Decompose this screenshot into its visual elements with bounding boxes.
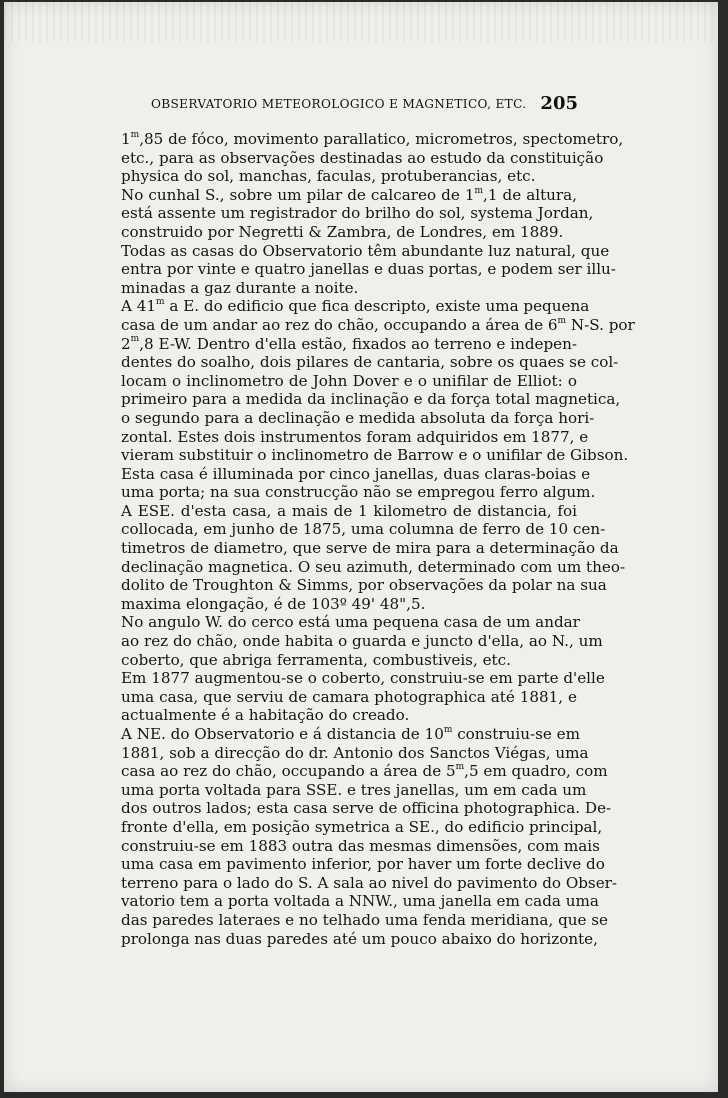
text-line: Esta casa é illuminada por cinco janellas, duas claras-boias e <box>121 464 591 483</box>
text-line: entra por vinte e quatro janellas e duas portas, e podem ser illu- <box>121 260 616 279</box>
text-line: timetros de diametro, que serve de mira para a determinação da <box>121 539 619 558</box>
text-line: collocada, em junho de 1875, uma columna de ferro de 10 cen- <box>121 520 606 539</box>
text-line: 2$^m$,8 E-W. Dentro d'ella estão, fixados ao terreno e indepen- <box>121 334 577 353</box>
text-line: A ESE. d'esta casa, a mais de 1 kilometro de distancia, foi <box>121 501 577 520</box>
page-header <box>151 93 578 115</box>
text-line: coberto, que abriga ferramenta, combustiveis, etc. <box>121 650 511 669</box>
text-line: A 41$^m$ a E. do edificio que fica descripto, existe uma pequena <box>121 297 590 316</box>
text-line: physica do sol, manchas, faculas, protuberancias, etc. <box>121 167 536 186</box>
text-line: minadas a gaz durante a noite. <box>121 278 359 297</box>
text-line: etc., para as observações destinadas ao estudo da constituição <box>121 148 604 167</box>
text-line: dos outros lados; esta casa serve de officina photographica. De- <box>121 799 612 818</box>
text-line: declinação magnetica. O seu azimuth, determinado com um theo- <box>121 557 626 576</box>
text-line: casa de um andar ao rez do chão, occupando a área de 6$^m$ N-S. por <box>121 315 635 334</box>
text-line: A NE. do Observatorio e á distancia de 10$^m$ construiu-se em <box>121 724 580 743</box>
text-line: uma casa em pavimento inferior, por haver um forte declive do <box>121 855 605 874</box>
text-line: maxima elongação, é de 103º 49' 48",5. <box>121 594 426 613</box>
running-title: OBSERVATORIO METEOROLOGICO E MAGNETICO, ETC. <box>151 97 527 111</box>
text-line: o segundo para a declinação e medida absoluta da força hori- <box>121 408 595 427</box>
text-line: zontal. Estes dois instrumentos foram adquiridos em 1877, e <box>121 427 589 446</box>
text-line: 1$^m$,85 de fóco, movimento parallatico, micrometros, spectometro, <box>121 129 624 148</box>
text-line: das paredes lateraes e no telhado uma fenda meridiana, que se <box>121 910 609 929</box>
text-line: Em 1877 augmentou-se o coberto, construiu-se em parte d'elle <box>121 669 605 688</box>
text-line: uma casa, que serviu de camara photographica até 1881, e <box>121 687 577 706</box>
text-line: ao rez do chão, onde habita o guarda e juncto d'ella, ao N., um <box>121 632 603 651</box>
text-line: prolonga nas duas paredes até um pouco abaixo do horizonte, <box>121 929 598 948</box>
text-line: terreno para o lado do S. A sala ao nivel do pavimento do Obser- <box>121 873 618 892</box>
text-line: No angulo W. do cerco está uma pequena casa de um andar <box>121 613 580 632</box>
text-line: primeiro para a medida da inclinação e da força total magnetica, <box>121 390 621 409</box>
text-line: vieram substituir o inclinometro de Barrow e o unifilar de Gibson. <box>121 446 629 465</box>
text-line: vatorio tem a porta voltada a NNW., uma janella em cada uma <box>121 892 599 911</box>
text-line: 1881, sob a direcção do dr. Antonio dos Sanctos Viégas, uma <box>121 743 589 762</box>
text-line: locam o inclinometro de John Dover e o unifilar de Elliot: o <box>121 371 577 390</box>
text-line: No cunhal S., sobre um pilar de calcareo de 1$^m$,1 de altura, <box>121 185 577 204</box>
text-line: casa ao rez do chão, occupando a área de 5$^m$,5 em quadro, com <box>121 762 608 781</box>
text-line: construiu-se em 1883 outra das mesmas dimensões, com mais <box>121 836 600 855</box>
scan-noise <box>4 2 718 42</box>
text-line: dentes do soalho, dois pilares de cantaria, sobre os quaes se col- <box>121 353 619 372</box>
text-line: Todas as casas do Observatorio têm abundante luz natural, que <box>121 241 610 260</box>
text-line: uma porta; na sua construcção não se empregou ferro algum. <box>121 483 596 502</box>
text-line: dolito de Troughton & Simms, por observações da polar na sua <box>121 576 607 595</box>
text-line: está assente um registrador do brilho do sol, systema Jordan, <box>121 204 594 223</box>
text-line: construido por Negretti & Zambra, de Londres, em 1889. <box>121 222 564 241</box>
text-line: uma porta voltada para SSE. e tres janellas, um em cada um <box>121 780 587 799</box>
book-page <box>4 2 718 1092</box>
text-line: fronte d'ella, em posição symetrica a SE., do edificio principal, <box>121 817 603 836</box>
text-line: actualmente é a habitação do creado. <box>121 706 410 725</box>
body-text <box>121 129 635 948</box>
page-number: 205 <box>540 93 578 114</box>
